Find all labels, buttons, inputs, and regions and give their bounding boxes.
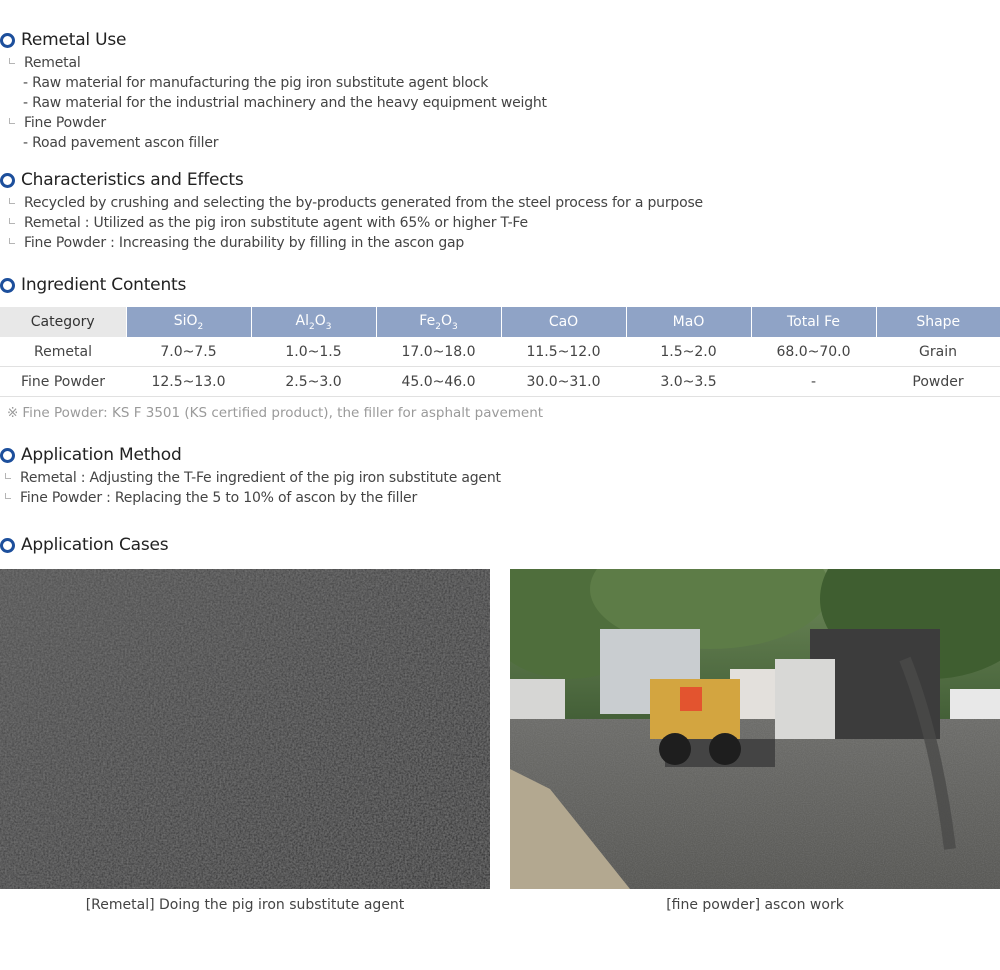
header-category: Category: [0, 307, 126, 337]
bullet-ring-icon: [0, 538, 15, 553]
table-cell: 12.5~13.0: [126, 367, 251, 397]
table-cell: 7.0~7.5: [126, 337, 251, 367]
list-item: [9, 115, 106, 131]
header-al2o3: [251, 307, 376, 337]
table-cell: Remetal: [0, 337, 126, 367]
list-item-label: Remetal: [24, 55, 81, 71]
corner-bracket-icon: [9, 58, 15, 64]
section-title-text: Ingredient Contents: [21, 275, 187, 295]
corner-bracket-icon: [9, 238, 15, 244]
corner-bracket-icon: [9, 118, 15, 124]
remetal-photo-caption: [Remetal] Doing the pig iron substitute agent: [85, 897, 405, 913]
table-cell: 11.5~12.0: [501, 337, 626, 367]
list-item: [5, 470, 501, 486]
bullet-ring-icon: [0, 173, 15, 188]
table-cell: 30.0~31.0: [501, 367, 626, 397]
list-item: [9, 215, 528, 231]
header-text: Fe: [419, 312, 436, 329]
bullet-ring-icon: [0, 448, 15, 463]
ascon-work-photo: [510, 569, 1000, 889]
table-cell: 2.5~3.0: [251, 367, 376, 397]
section-title-text: Characteristics and Effects: [21, 170, 244, 190]
list-item: [9, 235, 464, 251]
header-cao: CaO: [501, 307, 626, 337]
table-row: [0, 337, 1000, 367]
list-item-label: Remetal : Adjusting the T-Fe ingredient of the pig iron substitute agent: [20, 470, 501, 486]
bullet-ring-icon: [0, 33, 15, 48]
bullet-ring-icon: [0, 278, 15, 293]
list-item-label: Remetal : Utilized as the pig iron substitute agent with 65% or higher T-Fe: [24, 215, 528, 231]
header-subscript: 3: [325, 321, 332, 332]
section-title-text: Remetal Use: [21, 30, 127, 50]
list-item: [9, 55, 81, 71]
header-subscript: 2: [197, 321, 204, 332]
list-item-label: Recycled by crushing and selecting the by-products generated from the steel process for a purpose: [24, 195, 703, 211]
remetal-granules-photo: [0, 569, 490, 889]
table-row: [0, 367, 1000, 397]
table-footnote: [7, 405, 543, 421]
ascon-photo-caption: [fine powder] ascon work: [666, 897, 844, 913]
header-sio2: [126, 307, 251, 337]
header-subscript: 3: [451, 321, 458, 332]
section-title-text: Application Method: [21, 445, 182, 465]
table-cell: -: [751, 367, 876, 397]
list-item-label: Fine Powder : Replacing the 5 to 10% of ascon by the filler: [20, 490, 418, 506]
header-text: O: [440, 312, 452, 329]
header-shape: Shape: [876, 307, 1000, 337]
ingredient-table: [0, 307, 1000, 397]
footnote-text: Fine Powder: KS F 3501 (KS certified product), the filler for asphalt pavement: [22, 405, 544, 421]
header-text: Al: [295, 312, 309, 329]
list-item-label: Fine Powder : Increasing the durability by filling in the ascon gap: [24, 235, 465, 251]
corner-bracket-icon: [5, 473, 11, 479]
corner-bracket-icon: [5, 493, 11, 499]
list-item: [5, 490, 417, 506]
table-cell: 17.0~18.0: [376, 337, 501, 367]
table-cell: 1.5~2.0: [626, 337, 751, 367]
table-cell: Powder: [876, 367, 1000, 397]
header-text: SiO: [173, 312, 198, 329]
corner-bracket-icon: [9, 198, 15, 204]
list-subitem: - Road pavement ascon filler: [23, 135, 219, 151]
table-cell: 45.0~46.0: [376, 367, 501, 397]
list-subitem: - Raw material for the industrial machinery and the heavy equipment weight: [23, 95, 547, 111]
table-header-row: [0, 307, 1000, 337]
section-title-method: [0, 445, 182, 465]
header-fe2o3: [376, 307, 501, 337]
table-cell: Fine Powder: [0, 367, 126, 397]
header-total-fe: Total Fe: [751, 307, 876, 337]
table-cell: 1.0~1.5: [251, 337, 376, 367]
header-text: O: [314, 312, 326, 329]
section-title-cases: [0, 535, 168, 555]
section-title-ingredients: [0, 275, 186, 295]
header-subscript: 2: [435, 321, 441, 332]
list-item-label: Fine Powder: [24, 115, 106, 131]
header-mao: MaO: [626, 307, 751, 337]
section-title-text: Application Cases: [21, 535, 169, 555]
reference-mark-icon: ※: [7, 405, 19, 421]
list-item: [9, 195, 703, 211]
section-title-characteristics: [0, 170, 244, 190]
table-cell: 68.0~70.0: [751, 337, 876, 367]
table-cell: Grain: [876, 337, 1000, 367]
corner-bracket-icon: [9, 218, 15, 224]
section-title-remetal-use: [0, 30, 126, 50]
list-subitem: - Raw material for manufacturing the pig iron substitute agent block: [23, 75, 489, 91]
table-cell: 3.0~3.5: [626, 367, 751, 397]
header-subscript: 2: [308, 321, 315, 332]
